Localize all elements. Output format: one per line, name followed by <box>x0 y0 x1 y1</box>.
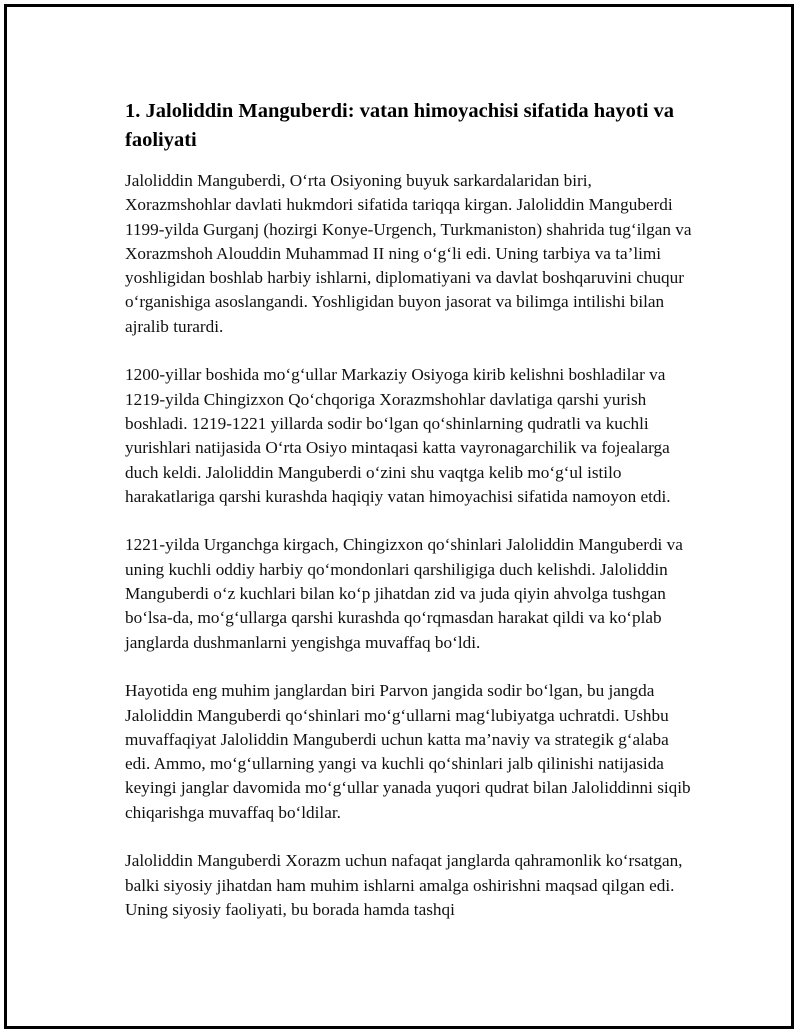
document-title: 1. Jaloliddin Manguberdi: vatan himoyachisi sifatida hayoti va faoliyati <box>125 100 675 151</box>
paragraph-5: Jaloliddin Manguberdi Xorazm uchun nafaqat janglarda qahramonlik ko‘rsatgan, balki siyosiy jihatdan ham muhim ishlarni amalga oshirishni maqsad qilgan edi. Uning siyosiy faoliyati, bu borada hamda tashqi <box>125 851 683 919</box>
paragraph-1: Jaloliddin Manguberdi, O‘rta Osiyoning buyuk sarkardalaridan biri, Xorazmshohlar davlati hukmdori sifatida tariqqa kirgan. Jaloliddin Manguberdi 1199-yilda Gurganj (hozirgi Konye-Urgench, Turkmaniston) shahrida tug‘ilgan va Xorazmshoh Alouddin Muhammad II ning o‘g‘li edi. Uning tarbiya va ta’limi yoshligidan boshlab harbiy ishlarni, diplomatiyani va davlat boshqaruvini chuqur o‘rganishiga asoslangandi. Yoshligidan buyon jasorat va bilimga intilishi bilan ajralib turardi. <box>125 171 692 336</box>
paragraph-4: Hayotida eng muhim janglardan biri Parvon jangida sodir bo‘lgan, bu jangda Jaloliddin Manguberdi qo‘shinlari mo‘g‘ullarni mag‘lubiyatga uchratdi. Ushbu muvaffaqiyat Jaloliddin Manguberdi uchun katta ma’naviy va strategik g‘alaba edi. Ammo, mo‘g‘ullarning yangi va kuchli qo‘shinlari jalb qilinishi natijasida keyingi janglar davomida mo‘g‘ullar yanada yuqori qudrat bilan Jaloliddinni siqib chiqarishga muvaffaq bo‘ldilar. <box>125 681 691 822</box>
document-body <box>125 97 697 947</box>
paragraph-3: 1221-yilda Urganchga kirgach, Chingizxon qo‘shinlari Jaloliddin Manguberdi va uning kuchli oddiy harbiy qo‘mondonlari qarshiligiga duch kelishdi. Jaloliddin Manguberdi o‘z kuchlari bilan ko‘p jihatdan zid va juda qiyin ahvolga tushgan bo‘lsa-da, mo‘g‘ullarga qarshi kurashda qo‘rqmasdan harakat qildi va ko‘plab janglarda dushmanlarni yengishga muvaffaq bo‘ldi. <box>125 535 683 652</box>
page-frame <box>4 4 794 1029</box>
paragraph-2: 1200-yillar boshida mo‘g‘ullar Markaziy Osiyoga kirib kelishni boshladilar va 1219-yilda Chingizxon Qo‘chqoriga Xorazmshohlar davlatiga qarshi yurish boshladi. 1219-1221 yillarda sodir bo‘lgan qo‘shinlarning qudratli va kuchli yurishlari natijasida O‘rta Osiyo mintaqasi katta vayronagarchilik va fojealarga duch keldi. Jaloliddin Manguberdi o‘zini shu vaqtga kelib mo‘g‘ul istilo harakatlariga qarshi kurashda haqiqiy vatan himoyachisi sifatida namoyon etdi. <box>125 365 671 506</box>
